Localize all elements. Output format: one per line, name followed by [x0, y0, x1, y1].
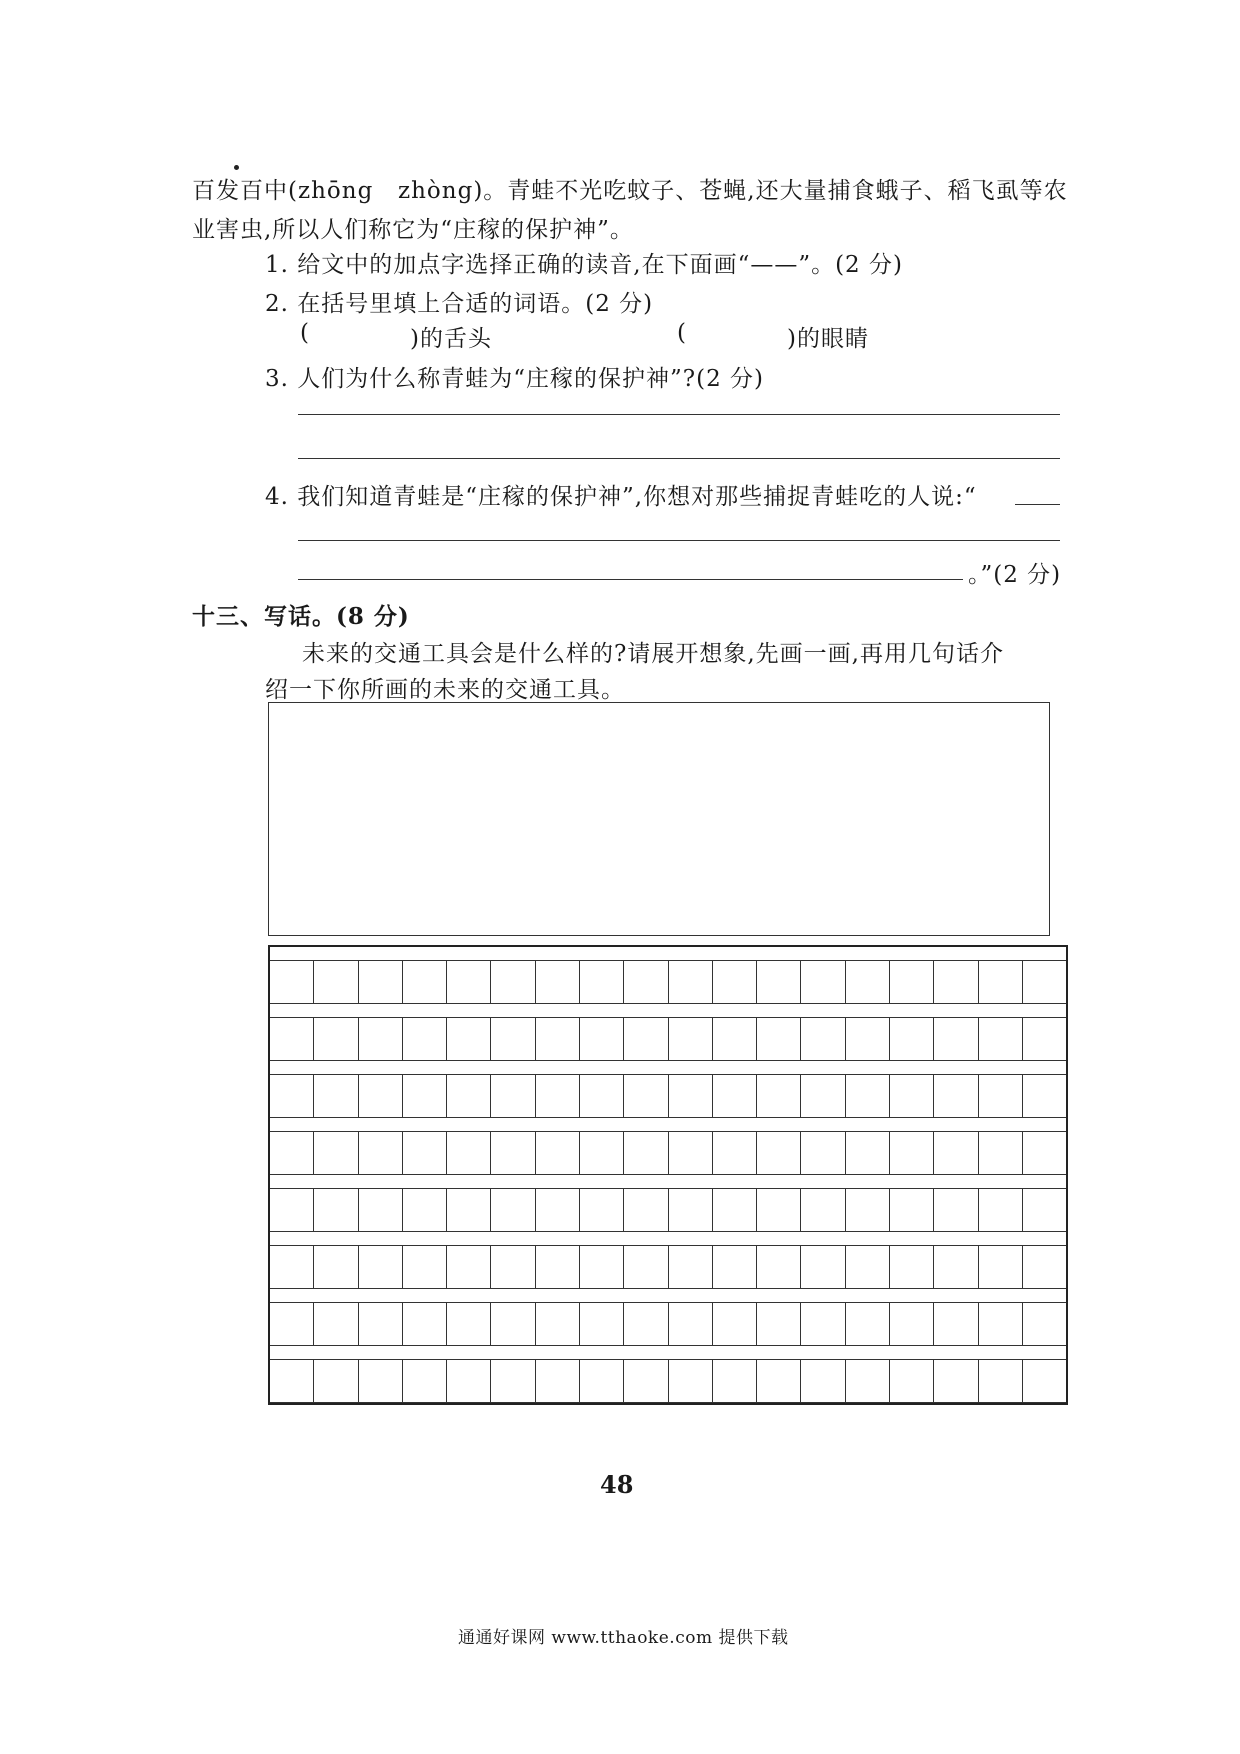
- grid-row: [270, 1245, 1066, 1289]
- grid-cell[interactable]: [712, 1246, 756, 1288]
- grid-cell[interactable]: [535, 1303, 579, 1345]
- footer-credit: 通通好课网 www.tthaoke.com 提供下载: [458, 1628, 789, 1648]
- grid-cell[interactable]: [358, 1018, 402, 1060]
- grid-cell[interactable]: [402, 961, 446, 1003]
- grid-cell[interactable]: [712, 1303, 756, 1345]
- grid-cell[interactable]: [579, 1018, 623, 1060]
- grid-cell[interactable]: [358, 961, 402, 1003]
- grid-cell[interactable]: [978, 1189, 1022, 1231]
- grid-cell[interactable]: [535, 1075, 579, 1117]
- grid-cell[interactable]: [490, 1303, 534, 1345]
- grid-cell[interactable]: [402, 1303, 446, 1345]
- grid-cell[interactable]: [668, 961, 712, 1003]
- grid-cell[interactable]: [845, 1246, 889, 1288]
- grid-cell[interactable]: [535, 1189, 579, 1231]
- grid-cell[interactable]: [313, 961, 357, 1003]
- grid-cell[interactable]: [535, 1132, 579, 1174]
- grid-cell[interactable]: [845, 1018, 889, 1060]
- grid-cell[interactable]: [978, 1075, 1022, 1117]
- grid-cell[interactable]: [933, 1360, 977, 1402]
- grid-cell[interactable]: [579, 961, 623, 1003]
- grid-cell[interactable]: [712, 1018, 756, 1060]
- grid-cell[interactable]: [446, 1018, 490, 1060]
- grid-cell[interactable]: [800, 1360, 844, 1402]
- grid-cell[interactable]: [845, 1189, 889, 1231]
- answer-line-q3-2: [298, 458, 1060, 459]
- grid-cell[interactable]: [402, 1360, 446, 1402]
- grid-cell[interactable]: [270, 1360, 313, 1402]
- grid-cell[interactable]: [933, 1132, 977, 1174]
- grid-cell[interactable]: [668, 1360, 712, 1402]
- grid-cell[interactable]: [712, 961, 756, 1003]
- grid-cell[interactable]: [270, 1303, 313, 1345]
- grid-cell[interactable]: [623, 1246, 667, 1288]
- grid-cell[interactable]: [845, 1360, 889, 1402]
- grid-cell[interactable]: [270, 1132, 313, 1174]
- grid-cell[interactable]: [358, 1360, 402, 1402]
- grid-cell[interactable]: [535, 1246, 579, 1288]
- writing-grid[interactable]: [268, 945, 1068, 1405]
- grid-cell[interactable]: [800, 1018, 844, 1060]
- question-2: 2. 在括号里填上合适的词语。(2 分): [265, 291, 654, 317]
- grid-cell[interactable]: [490, 1360, 534, 1402]
- grid-cell[interactable]: [756, 1303, 800, 1345]
- grid-cell[interactable]: [579, 1189, 623, 1231]
- grid-cell[interactable]: [579, 1132, 623, 1174]
- answer-line-q4-inline: [1015, 504, 1060, 505]
- grid-cell[interactable]: [1022, 961, 1066, 1003]
- grid-cell[interactable]: [270, 961, 313, 1003]
- grid-cell[interactable]: [313, 1132, 357, 1174]
- grid-cell[interactable]: [313, 1189, 357, 1231]
- grid-cell[interactable]: [270, 1189, 313, 1231]
- emphasis-dot: [234, 165, 239, 170]
- answer-line-q4-1: [298, 540, 1060, 541]
- grid-cell[interactable]: [889, 1360, 933, 1402]
- question-3: 3. 人们为什么称青蛙为“庄稼的保护神”?(2 分): [265, 366, 764, 392]
- grid-cell[interactable]: [358, 1303, 402, 1345]
- grid-cell[interactable]: [845, 1303, 889, 1345]
- blank-eyes-close: )的眼睛: [787, 326, 869, 352]
- passage-line2: 业害虫,所以人们称它为“庄稼的保护神”。: [192, 217, 634, 243]
- grid-cell[interactable]: [313, 1360, 357, 1402]
- grid-cell[interactable]: [446, 1360, 490, 1402]
- grid-cell[interactable]: [712, 1132, 756, 1174]
- answer-line-q4-2: [298, 579, 963, 580]
- grid-cell[interactable]: [313, 1246, 357, 1288]
- grid-cell[interactable]: [933, 1018, 977, 1060]
- section-13-prompt-line2: 绍一下你所画的未来的交通工具。: [265, 677, 625, 703]
- grid-cell[interactable]: [933, 1075, 977, 1117]
- grid-cell[interactable]: [358, 1075, 402, 1117]
- grid-cell[interactable]: [402, 1189, 446, 1231]
- grid-cell[interactable]: [756, 1018, 800, 1060]
- grid-cell[interactable]: [889, 1075, 933, 1117]
- grid-cell[interactable]: [623, 1360, 667, 1402]
- grid-cell[interactable]: [490, 1189, 534, 1231]
- passage-line1-mid: zhòng)。青蛙不光吃蚊子、苍蝇,还大量捕食蛾子、稻飞虱等农: [398, 178, 1068, 204]
- grid-cell[interactable]: [668, 1303, 712, 1345]
- grid-cell[interactable]: [933, 1303, 977, 1345]
- grid-cell[interactable]: [579, 1246, 623, 1288]
- drawing-box[interactable]: [268, 702, 1050, 936]
- grid-cell[interactable]: [446, 1075, 490, 1117]
- grid-cell[interactable]: [313, 1018, 357, 1060]
- grid-cell[interactable]: [579, 1075, 623, 1117]
- grid-cell[interactable]: [623, 1189, 667, 1231]
- grid-cell[interactable]: [270, 1246, 313, 1288]
- grid-cell[interactable]: [1022, 1075, 1066, 1117]
- passage-line1-start: 百发百中(zhōng: [192, 178, 374, 204]
- grid-cell[interactable]: [800, 1075, 844, 1117]
- grid-cell[interactable]: [579, 1303, 623, 1345]
- grid-cell[interactable]: [800, 961, 844, 1003]
- grid-cell[interactable]: [358, 1189, 402, 1231]
- grid-cell[interactable]: [712, 1360, 756, 1402]
- grid-cell[interactable]: [358, 1246, 402, 1288]
- grid-cell[interactable]: [756, 1132, 800, 1174]
- grid-cell[interactable]: [668, 1189, 712, 1231]
- grid-cell[interactable]: [800, 1189, 844, 1231]
- blank-eyes-open: (: [677, 320, 687, 346]
- grid-cell[interactable]: [446, 1132, 490, 1174]
- grid-row: [270, 960, 1066, 1004]
- grid-cell[interactable]: [712, 1189, 756, 1231]
- grid-row: [270, 1074, 1066, 1118]
- section-13-heading: 十三、写话。(8 分): [192, 603, 410, 630]
- grid-cell[interactable]: [446, 1246, 490, 1288]
- question-1: 1. 给文中的加点字选择正确的读音,在下面画“——”。(2 分): [265, 252, 903, 278]
- grid-cell[interactable]: [446, 1189, 490, 1231]
- grid-cell[interactable]: [978, 1132, 1022, 1174]
- grid-cell[interactable]: [402, 1132, 446, 1174]
- grid-row: [270, 1017, 1066, 1061]
- grid-cell[interactable]: [535, 961, 579, 1003]
- grid-cell[interactable]: [490, 961, 534, 1003]
- grid-cell[interactable]: [402, 1018, 446, 1060]
- grid-cell[interactable]: [358, 1132, 402, 1174]
- grid-cell[interactable]: [1022, 1246, 1066, 1288]
- grid-cell[interactable]: [756, 961, 800, 1003]
- grid-cell[interactable]: [756, 1246, 800, 1288]
- grid-cell[interactable]: [270, 1075, 313, 1117]
- grid-row: [270, 1302, 1066, 1346]
- grid-cell[interactable]: [889, 961, 933, 1003]
- grid-cell[interactable]: [402, 1075, 446, 1117]
- grid-cell[interactable]: [535, 1018, 579, 1060]
- grid-cell[interactable]: [668, 1132, 712, 1174]
- grid-cell[interactable]: [313, 1075, 357, 1117]
- grid-cell[interactable]: [490, 1018, 534, 1060]
- grid-cell[interactable]: [1022, 1189, 1066, 1231]
- grid-cell[interactable]: [978, 961, 1022, 1003]
- grid-cell[interactable]: [978, 1246, 1022, 1288]
- grid-cell[interactable]: [490, 1132, 534, 1174]
- grid-cell[interactable]: [889, 1189, 933, 1231]
- grid-cell[interactable]: [978, 1303, 1022, 1345]
- grid-cell[interactable]: [800, 1303, 844, 1345]
- grid-cell[interactable]: [313, 1303, 357, 1345]
- grid-cell[interactable]: [978, 1018, 1022, 1060]
- grid-cell[interactable]: [756, 1189, 800, 1231]
- grid-row: [270, 1359, 1066, 1403]
- grid-row: [270, 1188, 1066, 1232]
- grid-cell[interactable]: [490, 1246, 534, 1288]
- question-4: 4. 我们知道青蛙是“庄稼的保护神”,你想对那些捕捉青蛙吃的人说:“: [265, 484, 977, 510]
- grid-cell[interactable]: [845, 1132, 889, 1174]
- grid-cell[interactable]: [623, 1303, 667, 1345]
- grid-cell[interactable]: [978, 1360, 1022, 1402]
- blank-tongue-open: (: [300, 320, 310, 346]
- grid-cell[interactable]: [800, 1246, 844, 1288]
- grid-cell[interactable]: [845, 961, 889, 1003]
- page-number: 48: [600, 1470, 634, 1499]
- grid-cell[interactable]: [889, 1018, 933, 1060]
- grid-cell[interactable]: [623, 1075, 667, 1117]
- grid-cell[interactable]: [756, 1360, 800, 1402]
- grid-cell[interactable]: [933, 1189, 977, 1231]
- grid-cell[interactable]: [933, 1246, 977, 1288]
- grid-cell[interactable]: [668, 1018, 712, 1060]
- grid-cell[interactable]: [712, 1075, 756, 1117]
- grid-row: [270, 1131, 1066, 1175]
- grid-cell[interactable]: [402, 1246, 446, 1288]
- grid-cell[interactable]: [756, 1075, 800, 1117]
- grid-cell[interactable]: [668, 1246, 712, 1288]
- grid-cell[interactable]: [1022, 1132, 1066, 1174]
- grid-cell[interactable]: [623, 961, 667, 1003]
- section-13-prompt-line1: 未来的交通工具会是什么样的?请展开想象,先画一画,再用几句话介: [302, 641, 1004, 667]
- grid-cell[interactable]: [889, 1132, 933, 1174]
- answer-line-q3-1: [298, 414, 1060, 415]
- grid-cell[interactable]: [490, 1075, 534, 1117]
- grid-cell[interactable]: [933, 961, 977, 1003]
- grid-cell[interactable]: [270, 1018, 313, 1060]
- grid-cell[interactable]: [1022, 1018, 1066, 1060]
- blank-tongue-close: )的舌头: [410, 326, 492, 352]
- grid-cell[interactable]: [668, 1075, 712, 1117]
- grid-cell[interactable]: [889, 1303, 933, 1345]
- grid-cell[interactable]: [623, 1018, 667, 1060]
- grid-cell[interactable]: [1022, 1303, 1066, 1345]
- grid-cell[interactable]: [623, 1132, 667, 1174]
- grid-cell[interactable]: [889, 1246, 933, 1288]
- grid-cell[interactable]: [579, 1360, 623, 1402]
- grid-cell[interactable]: [446, 961, 490, 1003]
- grid-cell[interactable]: [535, 1360, 579, 1402]
- question-4-end: 。”(2 分): [968, 562, 1062, 588]
- grid-cell[interactable]: [1022, 1360, 1066, 1402]
- grid-cell[interactable]: [446, 1303, 490, 1345]
- grid-cell[interactable]: [845, 1075, 889, 1117]
- grid-cell[interactable]: [800, 1132, 844, 1174]
